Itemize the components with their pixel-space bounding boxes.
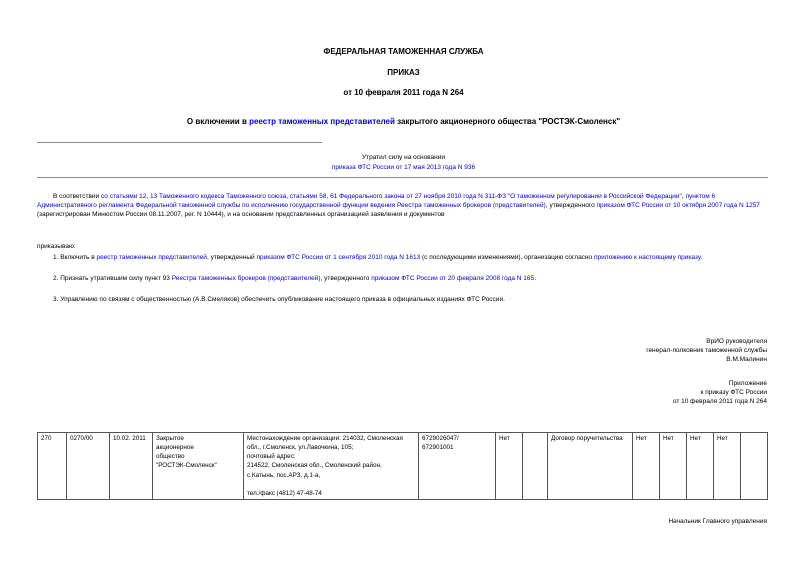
item1-text-4: . xyxy=(700,254,703,261)
preamble-text-2: , xyxy=(286,193,290,200)
item1-text-1: 1. Включить в xyxy=(53,254,97,261)
cell-org-name: Закрытое акционерное общество "РОСТЭК-Смоленск" xyxy=(153,433,244,500)
footer-title: Начальник Главного управления xyxy=(668,518,767,525)
title-registry-link[interactable]: реестр таможенных представителей xyxy=(249,117,395,126)
cell-empty-2 xyxy=(741,433,768,500)
doc-date-number: от 10 февраля 2011 года N 264 xyxy=(343,88,464,97)
cell-reg-number: 0270/00 xyxy=(67,433,110,500)
appendix-title: Приложение xyxy=(728,380,767,387)
item2-text-3: . xyxy=(534,275,536,282)
cell-flag-1: Нет xyxy=(496,433,523,500)
cell-empty-1 xyxy=(523,433,548,500)
lost-force-note: Утратил силу на основании xyxy=(361,154,446,161)
table-row xyxy=(38,433,768,500)
preamble-paragraph xyxy=(37,193,768,219)
cell-flag-5: Нет xyxy=(714,433,741,500)
order-item-3: 3. Управлению по связям с общественностью (А.В.Смеляков) обеспечить опубликование настоящего приказа в официальных изданиях ФТС России. xyxy=(53,296,505,303)
signature-name: В.М.Малинин xyxy=(726,355,767,363)
preamble-text-1: В соответствии xyxy=(53,193,101,200)
preamble-text-5: (зарегистрирован Минюстом России 08.11.2007, рег. N 10444), и на основании представленных организацией заявления и документов xyxy=(37,210,445,218)
registry-table xyxy=(37,432,768,500)
cell-guarantee: Договор поручительства xyxy=(548,433,633,500)
order-1257-link[interactable]: приказом ФТС России от 10 октября 2007 года N 1257 xyxy=(596,201,760,209)
item2-text-1: 2. Признать утратившим силу пункт 93 xyxy=(53,275,172,282)
lost-force-link[interactable]: приказа ФТС России от 17 мая 2013 года N 936 xyxy=(331,164,476,171)
tc-code-link[interactable]: со статьями 12, 13 Таможенного кодекса Таможенного союза xyxy=(100,193,287,200)
preamble-text-4: , утвержденного xyxy=(545,201,597,209)
divider-short xyxy=(37,142,322,143)
appendix-header xyxy=(673,380,767,406)
signature-block xyxy=(646,338,767,364)
signature-position: ВрИО руководителя xyxy=(706,338,767,345)
signature-rank: генерал-полковник таможенной службы xyxy=(646,346,767,354)
brokers-registry-link[interactable]: Реестра таможенных брокеров (представителей) xyxy=(171,275,321,282)
cell-date: 10.02. 2011 xyxy=(110,433,153,500)
order-1613-link[interactable]: приказом ФТС России от 1 сентября 2010 года N 1613 xyxy=(256,254,421,261)
divider-long xyxy=(37,177,768,178)
appendix-date: от 10 февраля 2011 года N 264 xyxy=(672,397,767,405)
title-text-post: закрытого акционерного общества "РОСТЭК-Смоленск" xyxy=(394,117,621,126)
title-text-pre: О включении в xyxy=(186,117,250,126)
appendix-ref: к приказу ФТС России xyxy=(700,388,767,396)
doc-type: ПРИКАЗ xyxy=(387,68,420,77)
cell-flag-3: Нет xyxy=(660,433,687,500)
doc-title xyxy=(0,117,807,128)
orders-word: приказываю: xyxy=(37,243,76,250)
cell-number: 270 xyxy=(38,433,67,500)
admin-regulation-link[interactable]: пунктом 6 Административного регламента Федеральной таможенной службы по исполнению государственной функции ведения Реестра таможенных брокеров (представителей) xyxy=(37,193,716,209)
preamble-text-3: , xyxy=(681,193,686,200)
cell-inn-kpp: 6729026047/ 672901001 xyxy=(419,433,496,500)
item1-text-2: , утвержденный xyxy=(206,254,257,261)
cell-flag-2: Нет xyxy=(633,433,660,500)
agency-name: ФЕДЕРАЛЬНАЯ ТАМОЖЕННАЯ СЛУЖБА xyxy=(323,47,484,56)
cell-address: Местонахождение организации: 214032, Смоленская обл., г.Смоленск, ул.Лавочкина, 105; почтовый адрес: 214522, Смоленская обл., Смоленский район, с.Катынь, пос.АРЗ, д.1-а, тел./факс (4812) 47-48-74 xyxy=(244,433,419,500)
order-165-link[interactable]: приказом ФТС России от 20 февраля 2008 года N 165 xyxy=(371,275,535,282)
item2-text-2: , утвержденного xyxy=(320,275,372,282)
order-item-1 xyxy=(53,254,768,263)
item1-text-3: (с последующими изменениями), организацию согласно xyxy=(420,254,594,261)
cell-flag-4: Нет xyxy=(687,433,714,500)
order-item-2 xyxy=(53,275,768,284)
appendix-link[interactable]: приложению к настоящему приказу xyxy=(593,254,701,261)
item1-registry-link[interactable]: реестр таможенных представителей xyxy=(96,254,207,261)
federal-law-link[interactable]: статьями 58, 61 Федерального закона от 27 ноября 2010 года N 311-ФЗ "О таможенном регулировании в Российской Федерации" xyxy=(289,193,682,200)
